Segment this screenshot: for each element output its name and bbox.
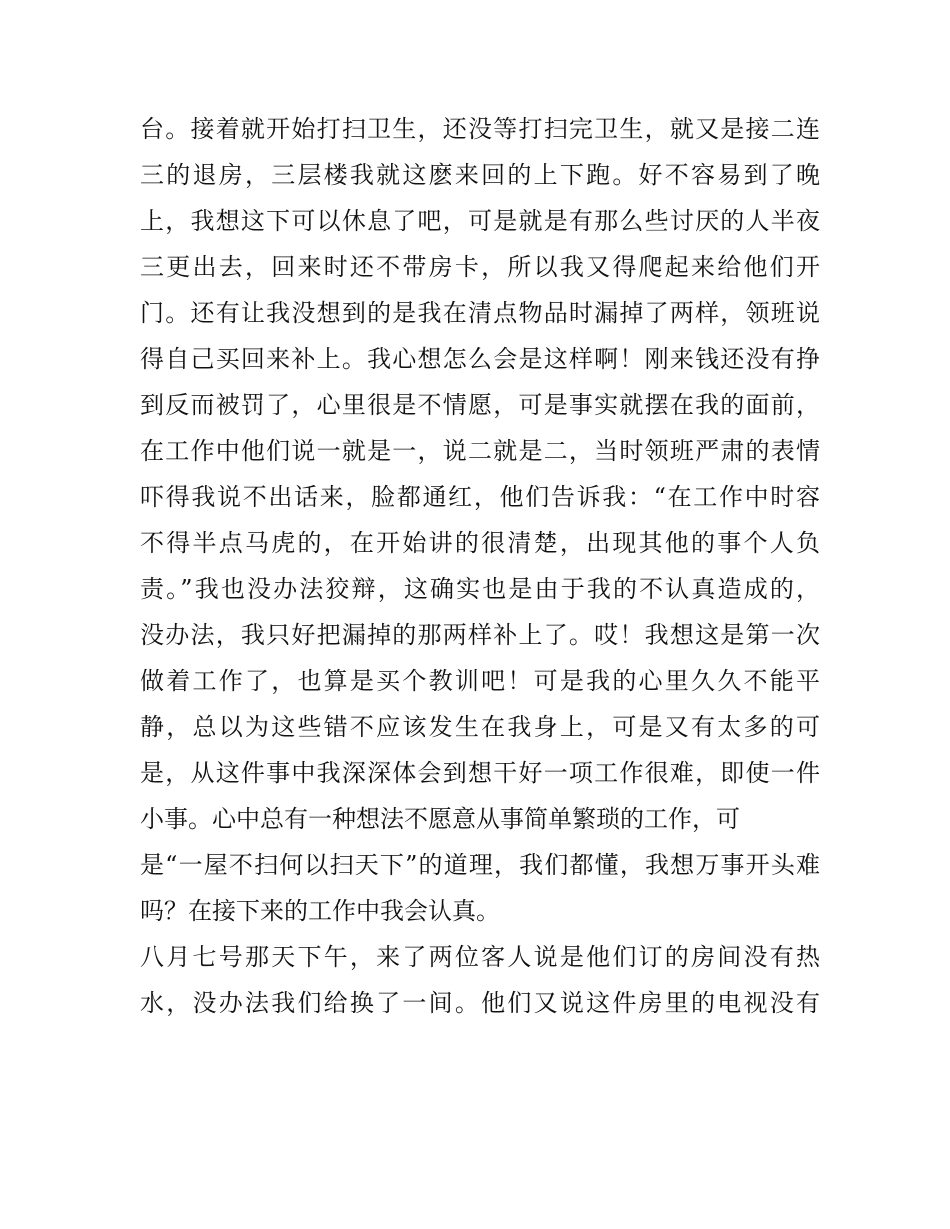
text-line: 做着工作了，也算是买个教训吧！可是我的心里久久不能平 [140,667,820,695]
text-line: 八月七号那天下午，来了两位客人说是他们订的房间没有热 [140,943,820,971]
text-line: 上，我想这下可以休息了吧，可是就是有那么些讨厌的人半夜 [140,207,820,235]
text-line: 没办法，我只好把漏掉的那两样补上了。哎！我想这是第一次 [140,621,820,649]
text-line: 台。接着就开始打扫卫生，还没等打扫完卫生，就又是接二连 [140,115,820,143]
text-line: 门。还有让我没想到的是我在清点物品时漏掉了两样，领班说 [140,299,820,327]
text-line: 到反而被罚了，心里很是不情愿，可是事实就摆在我的面前， [140,391,820,419]
body-text [140,106,820,1026]
text-line: 责。”我也没办法狡辩，这确实也是由于我的不认真造成的， [140,575,820,603]
text-line: 是，从这件事中我深深体会到想干好一项工作很难，即使一件 [140,759,820,787]
text-line: 吓得我说不出话来，脸都通红，他们告诉我：“在工作中时容 [140,483,820,511]
text-line: 静，总以为这些错不应该发生在我身上，可是又有太多的可 [140,713,820,741]
text-line: 三更出去，回来时还不带房卡，所以我又得爬起来给他们开 [140,253,820,281]
text-line: 三的退房，三层楼我就这麽来回的上下跑。好不容易到了晚 [140,161,820,189]
text-line: 水，没办法我们给换了一间。他们又说这件房里的电视没有 [140,989,820,1017]
text-line: 是“一屋不扫何以扫天下”的道理，我们都懂，我想万事开头难 [140,851,820,879]
text-line: 在工作中他们说一就是一，说二就是二，当时领班严肃的表情 [140,437,820,465]
text-line: 不得半点马虎的，在开始讲的很清楚，出现其他的事个人负 [140,529,820,557]
text-line: 小事。心中总有一种想法不愿意从事简单繁琐的工作，可 [140,805,740,833]
text-line: 得自己买回来补上。我心想怎么会是这样啊！刚来钱还没有挣 [140,345,820,373]
text-line: 吗？在接下来的工作中我会认真。 [140,897,500,925]
